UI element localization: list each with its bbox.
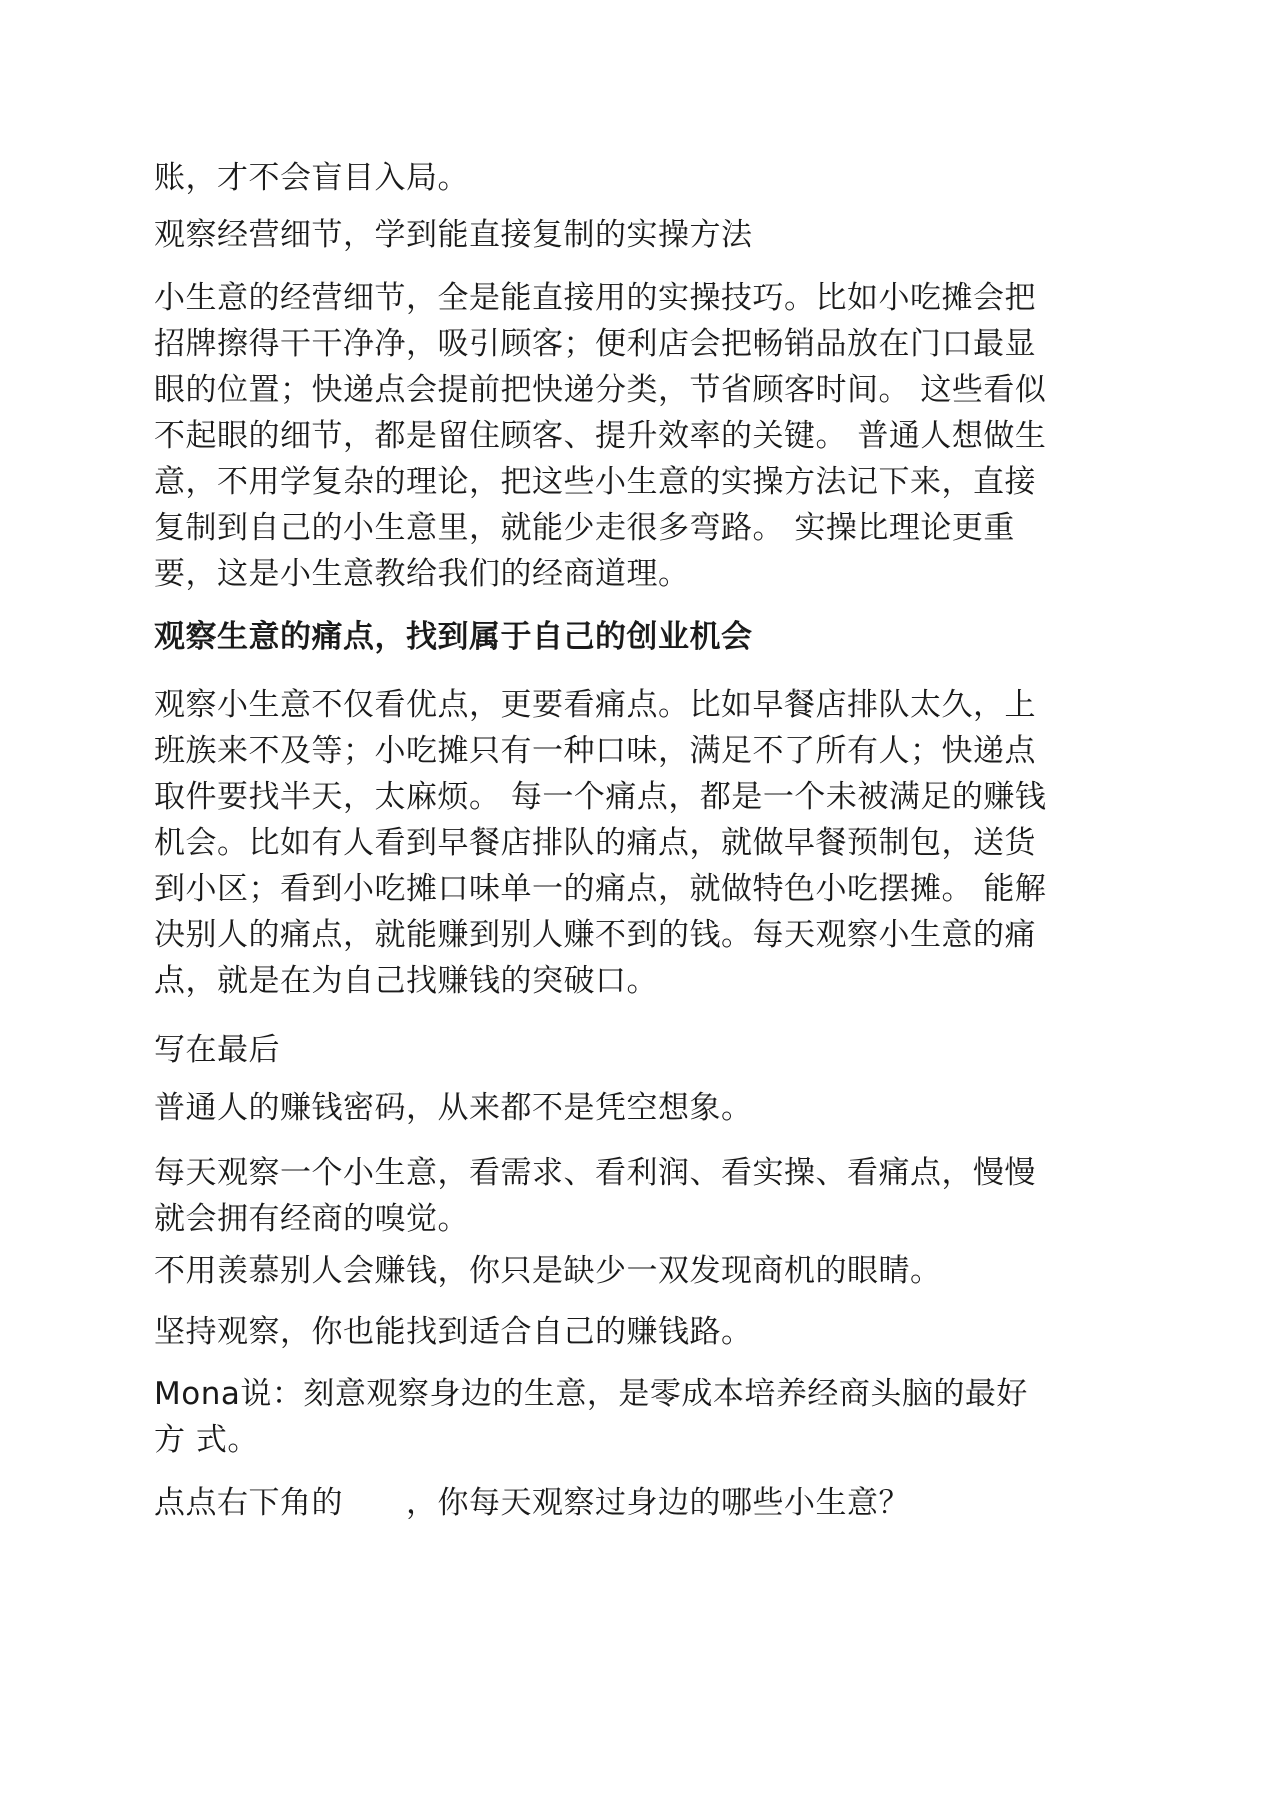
paragraph-line: Mona说：刻意观察身边的生意，是零成本培养经商头脑的最好 [154, 1376, 1028, 1412]
paragraph-line: 每天观察一个小生意，看需求、看利润、看实操、看痛点，慢慢 [154, 1155, 1036, 1191]
paragraph-line: 机会。比如有人看到早餐店排队的痛点，就做早餐预制包，送货 [154, 825, 1036, 861]
paragraph-line: 招牌擦得干干净净，吸引顾客；便利店会把畅销品放在门口最显 [154, 326, 1036, 362]
section-heading-bold: 观察生意的痛点，找到属于自己的创业机会 [154, 619, 753, 655]
paragraph-line: 到小区；看到小吃摊口味单一的痛点，就做特色小吃摆摊。 能解 [154, 871, 1047, 907]
paragraph-line: 坚持观察，你也能找到适合自己的赚钱路。 [154, 1314, 753, 1350]
paragraph-line: 复制到自己的小生意里，就能少走很多弯路。 实操比理论更重 [154, 510, 1015, 546]
paragraph-line: 眼的位置；快递点会提前把快递分类，节省顾客时间。 这些看似 [154, 372, 1047, 408]
paragraph-line: 决别人的痛点，就能赚到别人赚不到的钱。每天观察小生意的痛 [154, 917, 1036, 953]
paragraph-line: 方 式。 [154, 1422, 259, 1458]
paragraph-line: 账，才不会盲目入局。 [154, 160, 469, 196]
section-heading: 观察经营细节，学到能直接复制的实操方法 [154, 217, 753, 253]
paragraph-line: 意，不用学复杂的理论，把这些小生意的实操方法记下来，直接 [154, 464, 1036, 500]
section-heading: 写在最后 [154, 1032, 280, 1068]
paragraph-line: 小生意的经营细节，全是能直接用的实操技巧。比如小吃摊会把 [154, 280, 1036, 316]
paragraph-line: 不用羡慕别人会赚钱，你只是缺少一双发现商机的眼睛。 [154, 1253, 942, 1289]
paragraph-line: 普通人的赚钱密码，从来都不是凭空想象。 [154, 1090, 753, 1126]
paragraph-line: 要，这是小生意教给我们的经商道理。 [154, 556, 690, 592]
paragraph-line: 不起眼的细节，都是留住顾客、提升效率的关键。 普通人想做生 [154, 418, 1047, 454]
paragraph-line: 点，就是在为自己找赚钱的突破口。 [154, 963, 658, 999]
paragraph-line: 观察小生意不仅看优点，更要看痛点。比如早餐店排队太久，上 [154, 687, 1036, 723]
paragraph-line: 点点右下角的 ，你每天观察过身边的哪些小生意？ [154, 1485, 910, 1521]
paragraph-line: 班族来不及等；小吃摊只有一种口味，满足不了所有人；快递点 [154, 733, 1036, 769]
paragraph-line: 取件要找半天，太麻烦。 每一个痛点，都是一个未被满足的赚钱 [154, 779, 1047, 815]
paragraph-line: 就会拥有经商的嗅觉。 [154, 1201, 469, 1237]
